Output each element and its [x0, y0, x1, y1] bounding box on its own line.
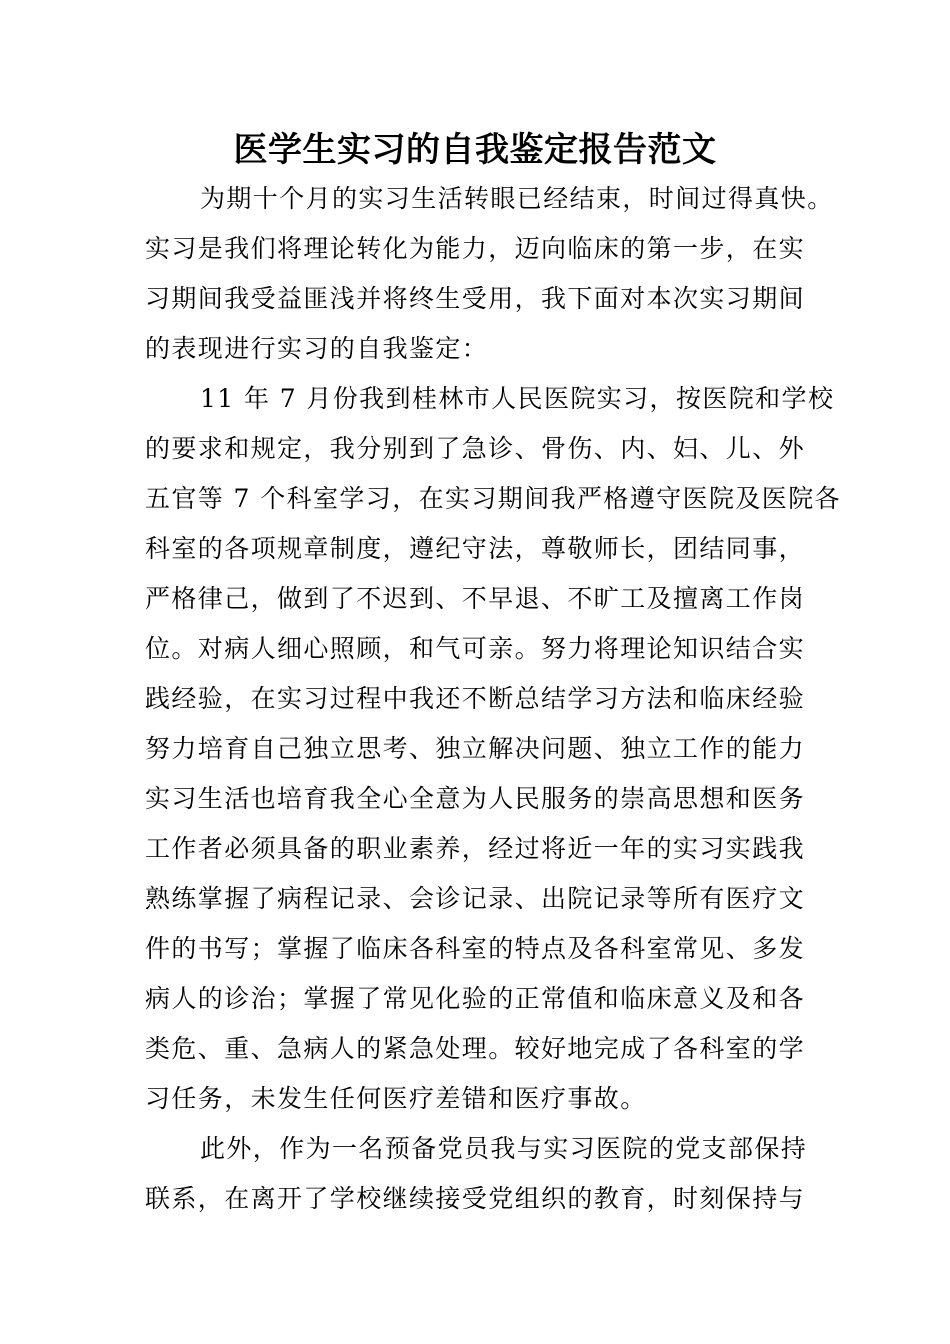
paragraph-3-line-1: 此外，作为一名预备党员我与实习医院的党支部保持: [200, 1134, 808, 1163]
paragraph-2-line-3: 五官等 7 个科室学习，在实习期间我严格遵守医院及医院各: [145, 484, 842, 513]
paragraph-2-line-7: 践经验，在实习过程中我还不断总结学习方法和临床经验: [145, 684, 806, 713]
paragraph-1-line-3: 习期间我受益匪浅并将终生受用，我下面对本次实习期间: [145, 284, 806, 313]
paragraph-2-line-6: 位。对病人细心照顾，和气可亲。努力将理论知识结合实: [145, 634, 806, 663]
paragraph-2-line-5: 严格律己，做到了不迟到、不早退、不旷工及擅离工作岗: [145, 584, 806, 613]
paragraph-2-line-14: 类危、重、急病人的紧急处理。较好地完成了各科室的学: [145, 1034, 806, 1063]
paragraph-2-line-8: 努力培育自己独立思考、独立解决问题、独立工作的能力: [145, 734, 806, 763]
paragraph-1-line-4: 的表现进行实习的自我鉴定：: [145, 334, 489, 363]
paragraph-1-line-1: 为期十个月的实习生活转眼已经结束，时间过得真快。: [200, 184, 834, 213]
paragraph-1-line-2: 实习是我们将理论转化为能力，迈向临床的第一步，在实: [145, 234, 806, 263]
paragraph-2-line-13: 病人的诊治；掌握了常见化验的正常值和临床意义及和各: [145, 984, 806, 1013]
paragraph-2-line-1: 11 年 7 月份我到桂林市人民医院实习，按医院和学校: [200, 384, 835, 413]
paragraph-2-line-15: 习任务，未发生任何医疗差错和医疗事故。: [145, 1084, 647, 1113]
document-title: 医学生实习的自我鉴定报告范文: [233, 130, 717, 170]
paragraph-2-line-11: 熟练掌握了病程记录、会诊记录、出院记录等所有医疗文: [145, 884, 806, 913]
paragraph-3-line-2: 联系，在离开了学校继续接受党组织的教育，时刻保持与: [145, 1184, 806, 1213]
paragraph-2-line-10: 工作者必须具备的职业素养，经过将近一年的实习实践我: [145, 834, 806, 863]
paragraph-2-line-4: 科室的各项规章制度，遵纪守法，尊敬师长，团结同事，: [145, 534, 806, 563]
paragraph-2-line-9: 实习生活也培育我全心全意为人民服务的崇高思想和医务: [145, 784, 806, 813]
paragraph-2-line-12: 件的书写；掌握了临床各科室的特点及各科室常见、多发: [145, 934, 806, 963]
paragraph-2-line-2: 的要求和规定，我分别到了急诊、骨伤、内、妇、儿、外: [145, 434, 806, 463]
